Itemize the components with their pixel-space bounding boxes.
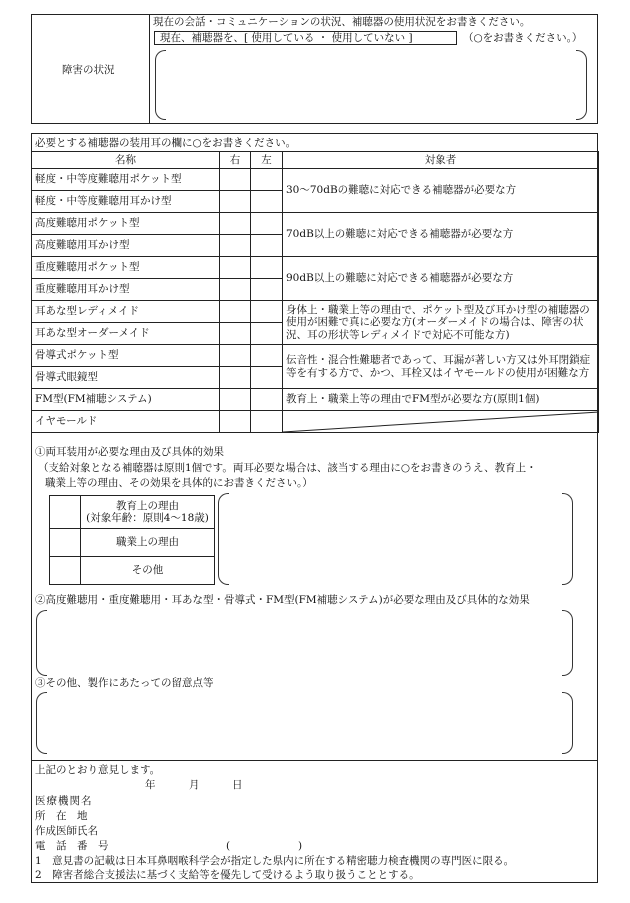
right-ear-cell[interactable] xyxy=(220,257,251,279)
right-ear-cell[interactable] xyxy=(220,279,251,301)
device-table xyxy=(31,151,599,433)
left-ear-cell[interactable] xyxy=(251,301,283,323)
right-ear-cell[interactable] xyxy=(220,213,251,235)
device-instruction: 必要とする補聴器の装用耳の欄に○をお書きください。 xyxy=(35,137,297,149)
section1-title: ①両耳装用が必要な理由及び具体的効果 xyxy=(35,446,224,458)
target-text: 伝音性・混合性難聴者であって、耳漏が著しい方又は外耳閉鎖症等を有する方で、かつ、耳栓又はイヤモールドの使用が困難な方 xyxy=(283,345,599,389)
device-name: 骨導式眼鏡型 xyxy=(32,367,220,389)
right-ear-cell[interactable] xyxy=(220,301,251,323)
section3-title: ③その他、製作にあたっての留意点等 xyxy=(35,677,214,689)
reason-mark-cell[interactable] xyxy=(50,529,81,557)
left-ear-cell[interactable] xyxy=(251,345,283,367)
left-ear-cell[interactable] xyxy=(251,257,283,279)
right-ear-cell[interactable] xyxy=(220,235,251,257)
left-ear-cell[interactable] xyxy=(251,323,283,345)
date-year: 年 xyxy=(145,779,156,791)
target-empty-cell xyxy=(283,411,599,433)
device-name: 高度難聴用耳かけ型 xyxy=(32,235,220,257)
right-ear-cell[interactable] xyxy=(220,367,251,389)
left-ear-cell[interactable] xyxy=(251,213,283,235)
left-ear-cell[interactable] xyxy=(251,367,283,389)
status-divider xyxy=(149,14,150,124)
device-name: 重度難聴用ポケット型 xyxy=(32,257,220,279)
left-ear-cell[interactable] xyxy=(251,235,283,257)
header-target: 対象者 xyxy=(283,152,599,169)
usage-note: （○をお書きください。） xyxy=(463,32,583,44)
left-ear-cell[interactable] xyxy=(251,389,283,411)
right-ear-cell[interactable] xyxy=(220,411,251,433)
device-name: 耳あな型レディメイド xyxy=(32,301,220,323)
device-name: 重度難聴用耳かけ型 xyxy=(32,279,220,301)
footer-divider xyxy=(31,760,598,761)
statement: 上記のとおり意見します。 xyxy=(35,764,161,776)
institution-label: 医療機関名 xyxy=(35,795,93,807)
status-instruction: 現在の会話・コミュニケーションの状況、補聴器の使用状況をお書きください。 xyxy=(153,16,531,28)
date-month: 月 xyxy=(189,779,200,791)
doctor-label: 作成医師氏名 xyxy=(35,825,98,837)
header-name: 名称 xyxy=(32,152,220,169)
phone-paren-open: ( xyxy=(226,840,231,852)
right-ear-cell[interactable] xyxy=(220,345,251,367)
left-ear-cell[interactable] xyxy=(251,411,283,433)
status-answer-area[interactable] xyxy=(155,50,587,120)
left-ear-cell[interactable] xyxy=(251,191,283,213)
target-text: 身体上・職業上等の理由で、ポケット型及び耳かけ型の補聴器の使用が困難で真に必要な方(オーダーメイドの場合は、障害の状況、耳の形状等レディメイドで対応不可能な方) xyxy=(283,301,599,345)
right-ear-cell[interactable] xyxy=(220,169,251,191)
reason-label: 職業上の理由 xyxy=(81,529,215,557)
reason-mark-cell[interactable] xyxy=(50,557,81,585)
device-name: 耳あな型オーダーメイド xyxy=(32,323,220,345)
right-ear-cell[interactable] xyxy=(220,323,251,345)
reason-sub: (対象年齢：原則4～18歳) xyxy=(86,512,209,524)
header-left: 左 xyxy=(251,152,283,169)
device-name: 骨導式ポケット型 xyxy=(32,345,220,367)
footnote-1: 1 意見書の記載は日本耳鼻咽喉科学会が指定した県内に所在する精密聴力検査機関の専門医に限る。 xyxy=(35,855,515,867)
device-name: 軽度・中等度難聴用ポケット型 xyxy=(32,169,220,191)
device-name: イヤモールド xyxy=(32,411,220,433)
diagonal-line xyxy=(283,411,599,433)
left-ear-cell[interactable] xyxy=(251,279,283,301)
target-text: 30～70dBの難聴に対応できる補聴器が必要な方 xyxy=(283,169,599,213)
status-label: 障害の状況 xyxy=(62,64,115,76)
section2-answer-area[interactable] xyxy=(36,610,573,676)
target-text: 90dB以上の難聴に対応できる補聴器が必要な方 xyxy=(283,257,599,301)
reason-mark-cell[interactable] xyxy=(50,496,81,529)
address-label: 所 在 地 xyxy=(35,810,88,822)
footnote-2: 2 障害者総合支援法に基づく支給等を優先して受けるよう取り扱うこととする。 xyxy=(35,869,420,881)
target-text: 70dB以上の難聴に対応できる補聴器が必要な方 xyxy=(283,213,599,257)
right-ear-cell[interactable] xyxy=(220,389,251,411)
usage-line: 現在、補聴器を、[ 使用している ・ 使用していない ] xyxy=(160,32,413,44)
device-name: 軽度・中等度難聴用耳かけ型 xyxy=(32,191,220,213)
date-day: 日 xyxy=(232,779,243,791)
phone-paren-close: ) xyxy=(298,840,303,852)
device-name: FM型(FM補聴システム) xyxy=(32,389,220,411)
device-name: 高度難聴用ポケット型 xyxy=(32,213,220,235)
right-ear-cell[interactable] xyxy=(220,191,251,213)
reason-table xyxy=(49,495,215,585)
section1-note2: 職業上等の理由、その効果を具体的にお書きください。） xyxy=(45,477,313,489)
reason-education xyxy=(81,496,215,529)
section1-answer-area[interactable] xyxy=(218,493,573,585)
section1-note1: （支給対象となる補聴器は原則1個です。両耳必要な場合は、該当する理由に○をお書きのうえ、教育上・ xyxy=(38,462,537,474)
target-text: 教育上・職業上等の理由でFM型が必要な方(原則1個) xyxy=(283,389,599,411)
reason-label: 教育上の理由 xyxy=(116,499,179,512)
header-right: 右 xyxy=(220,152,251,169)
phone-label: 電 話 番 号 xyxy=(35,840,109,852)
left-ear-cell[interactable] xyxy=(251,169,283,191)
section3-answer-area[interactable] xyxy=(36,692,573,754)
reason-label: その他 xyxy=(81,557,215,585)
section2-title: ②高度難聴用・重度難聴用・耳あな型・骨導式・FM型(FM補聴システム)が必要な理由及び具体的な効果 xyxy=(35,594,530,606)
